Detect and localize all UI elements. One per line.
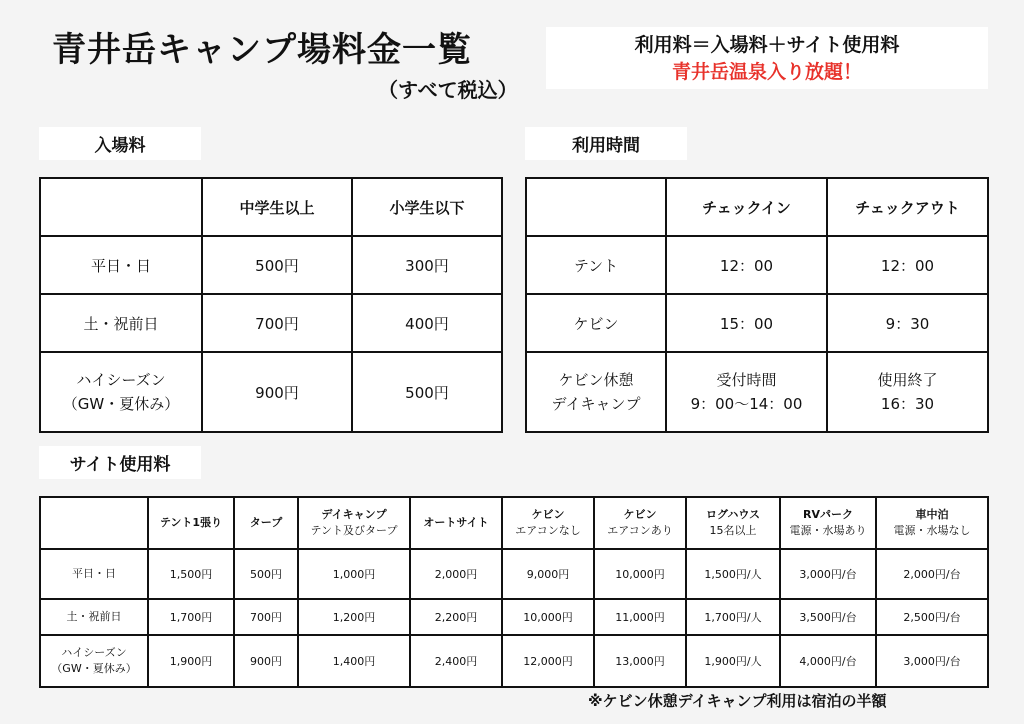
price-cell: 500円 <box>352 352 502 432</box>
header-main-label: ケビン <box>623 508 657 521</box>
price-cell: 11,000円 <box>594 599 686 635</box>
table-row <box>40 549 988 599</box>
price-cell: 1,500円/人 <box>686 549 780 599</box>
price-cell: 2,000円 <box>410 549 502 599</box>
price-cell: 10,000円 <box>594 549 686 599</box>
row-label: 平日・日 <box>40 549 148 599</box>
header-main-label: タープ <box>249 516 283 529</box>
table-row <box>526 294 988 352</box>
price-cell: 1,400円 <box>298 635 410 687</box>
header-cell <box>40 178 202 236</box>
usage-time-table <box>525 177 989 433</box>
price-cell: 3,500円/台 <box>780 599 876 635</box>
row-label: ハイシーズン （GW・夏休み） <box>40 635 148 687</box>
row-label: 土・祝前日 <box>40 294 202 352</box>
entry-fee-table <box>39 177 503 433</box>
table-row <box>40 294 502 352</box>
header-sub-label: 電源・水場なし <box>893 524 971 537</box>
table-header-row <box>40 178 502 236</box>
price-cell: 2,200円 <box>410 599 502 635</box>
price-cell: 1,200円 <box>298 599 410 635</box>
price-cell: 700円 <box>234 599 298 635</box>
price-cell: 3,000円/台 <box>780 549 876 599</box>
row-label: ケビン休憩 デイキャンプ <box>526 352 666 432</box>
notice-line-2: 青井岳温泉入り放題！ <box>671 61 862 83</box>
price-cell: 1,700円 <box>148 599 234 635</box>
header-cell <box>502 497 594 549</box>
time-cell: 12：00 <box>666 236 827 294</box>
price-cell: 2,400円 <box>410 635 502 687</box>
price-cell: 10,000円 <box>502 599 594 635</box>
footnote: ※ケビン休憩デイキャンプ利用は宿泊の半額 <box>588 692 887 710</box>
price-cell: 900円 <box>234 635 298 687</box>
header-sub-label: エアコンなし <box>515 524 581 537</box>
price-cell: 900円 <box>202 352 352 432</box>
table-header-row <box>40 497 988 549</box>
price-cell: 400円 <box>352 294 502 352</box>
header-cell <box>298 497 410 549</box>
header-cell <box>876 497 988 549</box>
price-cell: 2,500円/台 <box>876 599 988 635</box>
header-cell: 小学生以下 <box>352 178 502 236</box>
price-cell: 1,900円/人 <box>686 635 780 687</box>
header-cell: チェックアウト <box>827 178 988 236</box>
page-subtitle: （すべて税込） <box>378 78 518 102</box>
row-label: テント <box>526 236 666 294</box>
header-main-label: オートサイト <box>423 516 489 529</box>
time-cell: 9：30 <box>827 294 988 352</box>
table-row <box>40 599 988 635</box>
header-main-label: ログハウス <box>705 508 760 521</box>
header-cell <box>234 497 298 549</box>
usage-time-label: 利用時間 <box>525 127 687 160</box>
time-cell: 受付時間 9：00〜14：00 <box>666 352 827 432</box>
header-cell <box>148 497 234 549</box>
header-cell <box>410 497 502 549</box>
table-row <box>526 236 988 294</box>
table-row <box>526 352 988 432</box>
notice-box <box>546 27 988 89</box>
header-cell <box>40 497 148 549</box>
header-sub-label: 電源・水場あり <box>789 524 867 537</box>
row-label: ハイシーズン （GW・夏休み） <box>40 352 202 432</box>
row-label: 土・祝前日 <box>40 599 148 635</box>
header-cell <box>686 497 780 549</box>
price-cell: 12,000円 <box>502 635 594 687</box>
page-title: 青井岳キャンプ場料金一覧 <box>52 30 472 70</box>
price-cell: 1,000円 <box>298 549 410 599</box>
site-fee-label: サイト使用料 <box>39 446 201 479</box>
price-cell: 13,000円 <box>594 635 686 687</box>
price-cell: 3,000円/台 <box>876 635 988 687</box>
time-cell: 使用終了 16：30 <box>827 352 988 432</box>
notice-line-1: 利用料＝入場料＋サイト使用料 <box>634 34 900 56</box>
price-cell: 2,000円/台 <box>876 549 988 599</box>
header-main-label: 車中泊 <box>915 508 949 521</box>
time-cell: 12：00 <box>827 236 988 294</box>
header-cell: 中学生以上 <box>202 178 352 236</box>
price-cell: 500円 <box>234 549 298 599</box>
price-cell: 1,700円/人 <box>686 599 780 635</box>
table-row <box>40 352 502 432</box>
entry-fee-label: 入場料 <box>39 127 201 160</box>
header-sub-label: 15名以上 <box>709 524 757 537</box>
price-cell: 700円 <box>202 294 352 352</box>
row-label: ケビン <box>526 294 666 352</box>
price-cell: 1,500円 <box>148 549 234 599</box>
price-cell: 500円 <box>202 236 352 294</box>
price-cell: 4,000円/台 <box>780 635 876 687</box>
header-cell <box>780 497 876 549</box>
header-main-label: テント1張り <box>159 516 223 529</box>
price-cell: 1,900円 <box>148 635 234 687</box>
table-row <box>40 236 502 294</box>
row-label: 平日・日 <box>40 236 202 294</box>
price-cell: 300円 <box>352 236 502 294</box>
header-cell <box>526 178 666 236</box>
header-sub-label: テント及びタープ <box>310 524 398 537</box>
price-cell: 9,000円 <box>502 549 594 599</box>
header-main-label: デイキャンプ <box>321 508 387 521</box>
header-sub-label: エアコンあり <box>607 524 673 537</box>
table-header-row <box>526 178 988 236</box>
site-fee-table <box>39 496 989 688</box>
header-cell <box>594 497 686 549</box>
table-row <box>40 635 988 687</box>
header-main-label: ケビン <box>531 508 565 521</box>
time-cell: 15：00 <box>666 294 827 352</box>
header-main-label: RVパーク <box>803 508 853 521</box>
header-cell: チェックイン <box>666 178 827 236</box>
